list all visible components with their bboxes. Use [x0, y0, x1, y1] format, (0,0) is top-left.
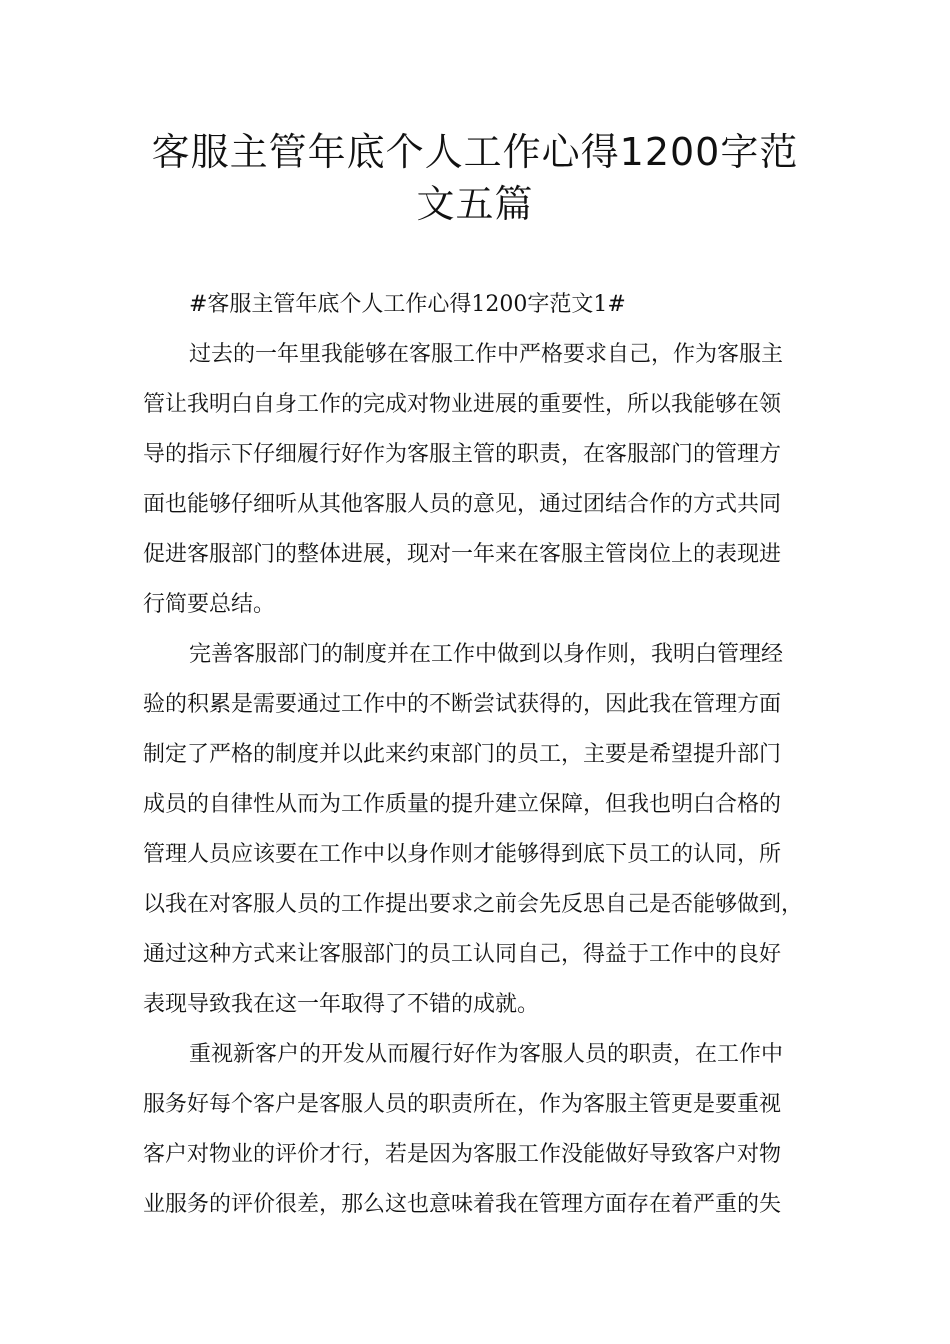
paragraph-line: 业服务的评价很差，那么这也意味着我在管理方面存在着严重的失 — [143, 1192, 782, 1217]
paragraph-line: 重视新客户的开发从而履行好作为客服人员的职责，在工作中 — [189, 1042, 784, 1067]
paragraph-line: 面也能够仔细听从其他客服人员的意见，通过团结合作的方式共同 — [143, 492, 782, 517]
paragraph-line: 导的指示下仔细履行好作为客服主管的职责，在客服部门的管理方 — [143, 442, 782, 467]
paragraph-line: 通过这种方式来让客服部门的员工认同自己，得益于工作中的良好 — [143, 942, 782, 967]
paragraph-line: 行简要总结。 — [143, 592, 276, 617]
paragraph-line: 管理人员应该要在工作中以身作则才能够得到底下员工的认同，所 — [143, 842, 782, 867]
document-title — [120, 126, 830, 230]
paragraph-line: 以我在对客服人员的工作提出要求之前会先反思自己是否能够做到， — [143, 892, 804, 917]
paragraph-line: 促进客服部门的整体进展，现对一年来在客服主管岗位上的表现进 — [143, 542, 782, 567]
paragraph-line: 过去的一年里我能够在客服工作中严格要求自己，作为客服主 — [189, 342, 784, 367]
paragraph-1 — [143, 330, 823, 630]
paragraph-3 — [143, 1030, 823, 1230]
paragraph-2 — [143, 630, 823, 1030]
document-body — [143, 280, 823, 1230]
section-heading — [143, 280, 823, 330]
title-line: 客服主管年底个人工作心得1200字范 — [151, 130, 799, 174]
section-heading-text: #客服主管年底个人工作心得1200字范文1# — [189, 292, 626, 317]
paragraph-line: 管让我明白自身工作的完成对物业进展的重要性，所以我能够在领 — [143, 392, 782, 417]
paragraph-line: 完善客服部门的制度并在工作中做到以身作则，我明白管理经 — [189, 642, 784, 667]
paragraph-line: 制定了严格的制度并以此来约束部门的员工，主要是希望提升部门 — [143, 742, 782, 767]
paragraph-line: 表现导致我在这一年取得了不错的成就。 — [143, 992, 540, 1017]
title-line: 文五篇 — [416, 182, 534, 226]
paragraph-line: 客户对物业的评价才行，若是因为客服工作没能做好导致客户对物 — [143, 1142, 782, 1167]
paragraph-line: 成员的自律性从而为工作质量的提升建立保障，但我也明白合格的 — [143, 792, 782, 817]
paragraph-line: 服务好每个客户是客服人员的职责所在，作为客服主管更是要重视 — [143, 1092, 782, 1117]
paragraph-line: 验的积累是需要通过工作中的不断尝试获得的，因此我在管理方面 — [143, 692, 782, 717]
